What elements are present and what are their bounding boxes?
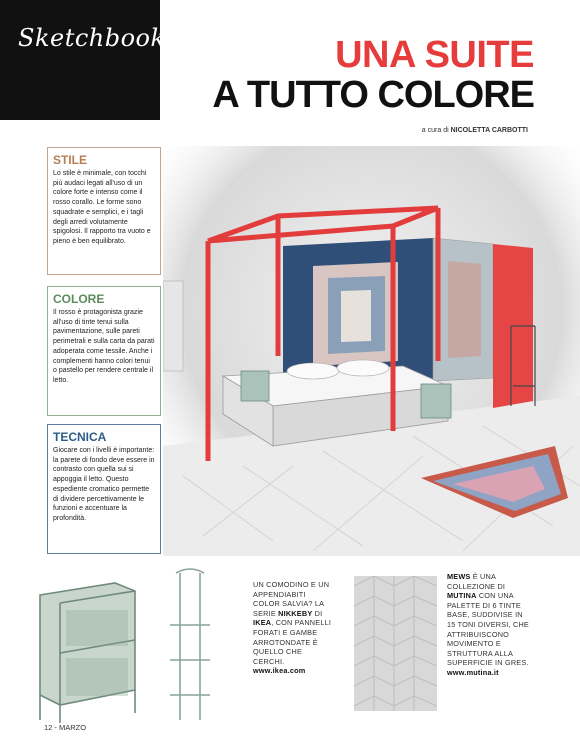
section-tecnica — [47, 424, 161, 554]
section-text: Lo stile è minimale, con tocchi più audaci legati all'uso di un colore forte e intenso come il rosso corallo. Le forme sono squadrate e semplici, e i tagli degli arredi volutamente spigolosi. Il rapporto tra vuoto e pieno è ben equilibrato. — [53, 170, 151, 245]
byline — [422, 127, 528, 134]
ikea-description: UN COMODINO E UN APPENDIABITI COLOR SALVIA? LA SERIE NIKKEBY DI IKEA, CON PANNELLI FORATI E GAMBE ARROTONDATE È QUELLO CHE CERCHI. www.ikea.com — [253, 580, 332, 676]
ikea-brand: IKEA — [253, 618, 272, 628]
mutina-brand: MUTINA — [447, 591, 477, 601]
section-heading: STILE — [53, 153, 88, 167]
mews-tile-image — [354, 576, 437, 711]
section-heading: COLORE — [53, 292, 105, 306]
byline-prefix: a cura di — [421, 127, 449, 134]
page-title-line2: A TUTTO COLORE — [212, 74, 534, 116]
brand-block — [0, 0, 166, 120]
page-folio: 12 - MARZO — [44, 723, 87, 732]
ikea-link[interactable]: www.ikea.com — [253, 666, 306, 676]
mutina-description: MEWS È UNA COLLEZIONE DI MUTINA CON UNA PALETTE DI 6 TINTE BASE, SUDDIVISE IN 15 TONI DIVERSI, CHE ATTRIBUISCONO MOVIMENTO E STRUTTURA ALLA SUPERFICIE IN GRES. www.mutina.it — [447, 572, 529, 677]
page-title-line1: UNA SUITE — [335, 34, 534, 76]
mews-name: MEWS — [447, 572, 471, 581]
section-stile — [47, 147, 161, 275]
section-heading: TECNICA — [53, 430, 107, 444]
section-colore — [47, 286, 161, 416]
nikkeby-products-image — [30, 565, 235, 725]
bedroom-illustration — [163, 146, 580, 556]
byline-author: NICOLETTA CARBOTTI — [450, 127, 528, 134]
section-text: Il rosso è protagonista grazie all'uso di tinte tenui sulla pavimentazione, sulle pareti perimetrali e sulla carta da parati adoperata come tessile. Anche i complementi hanno colori tenui o pastello per rendere centrale il letto. — [53, 309, 155, 384]
nikkeby-series: NIKKEBY — [278, 608, 313, 618]
brand-logo: Sketchbook — [18, 24, 166, 52]
mutina-link[interactable]: www.mutina.it — [447, 667, 499, 677]
section-text: Giocare con i livelli è importante: la parete di fondo deve essere in contrasto con quella sui si appoggia il letto. Questo espediente cromatico permette di dividere percettivamente le funzioni e accentuare la profondità. — [53, 447, 155, 522]
